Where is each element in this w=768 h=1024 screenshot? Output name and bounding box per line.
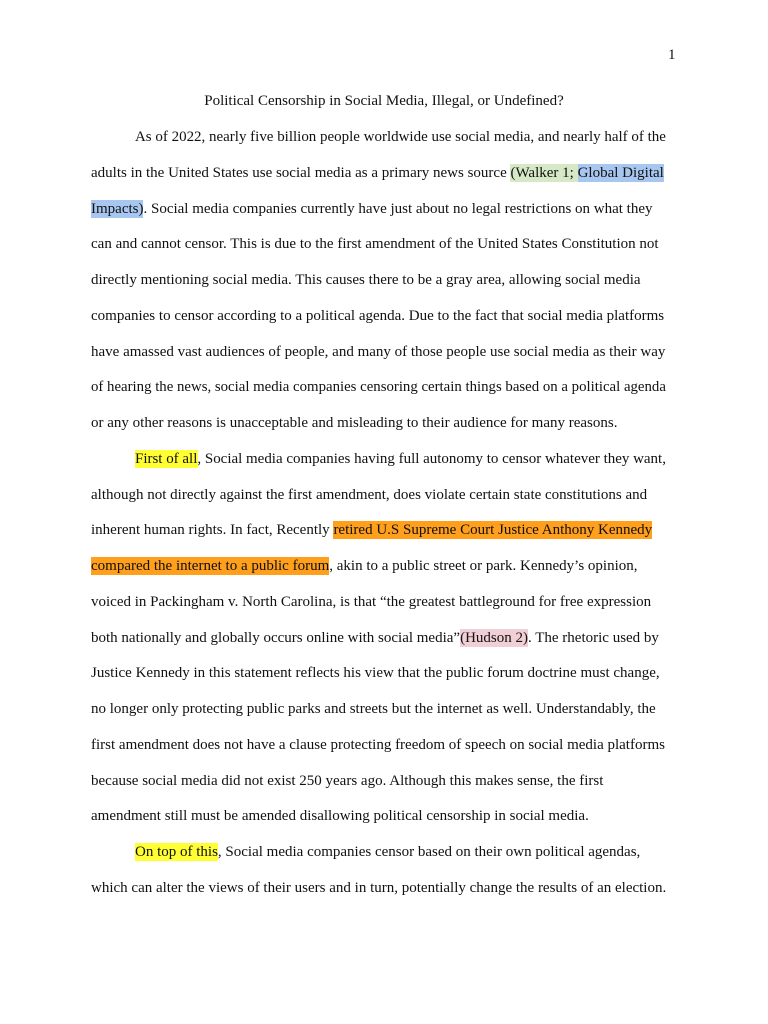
highlight-pink: (Hudson 2) bbox=[460, 630, 528, 646]
text-run: As of 2022, nearly five billion people worldwide use social media, and nearly half of the bbox=[135, 129, 666, 145]
document-title: Political Censorship in Social Media, Illegal, or Undefined? bbox=[204, 93, 564, 109]
highlight-blue: Global Digital bbox=[577, 165, 664, 181]
text-line bbox=[91, 519, 652, 541]
text-line bbox=[91, 591, 651, 613]
text-run: , Social media companies having full autonomy to censor whatever they want, bbox=[197, 451, 666, 467]
text-line bbox=[91, 770, 603, 792]
text-line bbox=[91, 662, 660, 684]
highlight-blue: Impacts) bbox=[91, 201, 144, 217]
text-run: companies to censor according to a political agenda. Due to the fact that social media platforms bbox=[91, 308, 665, 324]
text-run: have amassed vast audiences of people, and many of those people use social media as their way bbox=[91, 344, 666, 360]
text-line bbox=[91, 734, 665, 756]
text-run: , Social media companies censor based on their own political agendas, bbox=[217, 844, 641, 860]
text-line bbox=[91, 412, 617, 434]
page-number: 1 bbox=[668, 47, 676, 63]
text-line bbox=[91, 376, 666, 398]
text-line bbox=[135, 841, 640, 863]
text-run: can and cannot censor. This is due to the first amendment of the United States Constitution not bbox=[91, 236, 659, 252]
text-line bbox=[91, 269, 641, 291]
text-run: Justice Kennedy in this statement reflects his view that the public forum doctrine must change, bbox=[91, 665, 660, 681]
text-line bbox=[91, 341, 665, 363]
text-line bbox=[91, 698, 656, 720]
highlight-orange: retired U.S Supreme Court Justice Anthony Kennedy bbox=[333, 522, 653, 538]
text-line bbox=[91, 805, 589, 827]
text-run: or any other reasons is unacceptable and misleading to their audience for many reasons. bbox=[91, 415, 618, 431]
text-line bbox=[91, 233, 659, 255]
highlight-green: (Walker 1; bbox=[510, 165, 578, 181]
text-run: . The rhetoric used by bbox=[528, 630, 659, 646]
text-line bbox=[135, 126, 666, 148]
text-line bbox=[91, 198, 653, 220]
text-line bbox=[91, 484, 647, 506]
text-run: no longer only protecting public parks and streets but the internet as well. Understandably, the bbox=[91, 701, 656, 717]
text-run: which can alter the views of their users and in turn, potentially change the results of an election. bbox=[91, 880, 667, 896]
text-run: amendment still must be amended disallowing political censorship in social media. bbox=[91, 808, 589, 824]
text-line bbox=[91, 305, 664, 327]
text-run: adults in the United States use social media as a primary news source bbox=[91, 165, 511, 181]
text-line bbox=[91, 555, 638, 577]
text-run: first amendment does not have a clause protecting freedom of speech on social media platforms bbox=[91, 737, 665, 753]
text-line bbox=[91, 162, 664, 184]
text-line bbox=[91, 877, 666, 899]
text-line bbox=[135, 448, 666, 470]
text-run: of hearing the news, social media companies censoring certain things based on a political agenda bbox=[91, 379, 666, 395]
highlight-yellow: On top of this bbox=[135, 844, 218, 860]
text-run: directly mentioning social media. This causes there to be a gray area, allowing social media bbox=[91, 272, 641, 288]
text-run: , akin to a public street or park. Kennedy’s opinion, bbox=[329, 558, 638, 574]
text-line bbox=[91, 627, 659, 649]
highlight-orange: compared the internet to a public forum bbox=[91, 558, 330, 574]
text-run: . Social media companies currently have just about no legal restrictions on what they bbox=[143, 201, 653, 217]
text-run: inherent human rights. In fact, Recently bbox=[91, 522, 334, 538]
text-run: although not directly against the first amendment, does violate certain state constitutions and bbox=[91, 487, 648, 503]
text-run: both nationally and globally occurs online with social media” bbox=[91, 630, 461, 646]
text-run: voiced in Packingham v. North Carolina, is that “the greatest battleground for free expression bbox=[91, 594, 652, 610]
text-run: because social media did not exist 250 years ago. Although this makes sense, the first bbox=[91, 773, 604, 789]
highlight-yellow: First of all bbox=[135, 451, 198, 467]
